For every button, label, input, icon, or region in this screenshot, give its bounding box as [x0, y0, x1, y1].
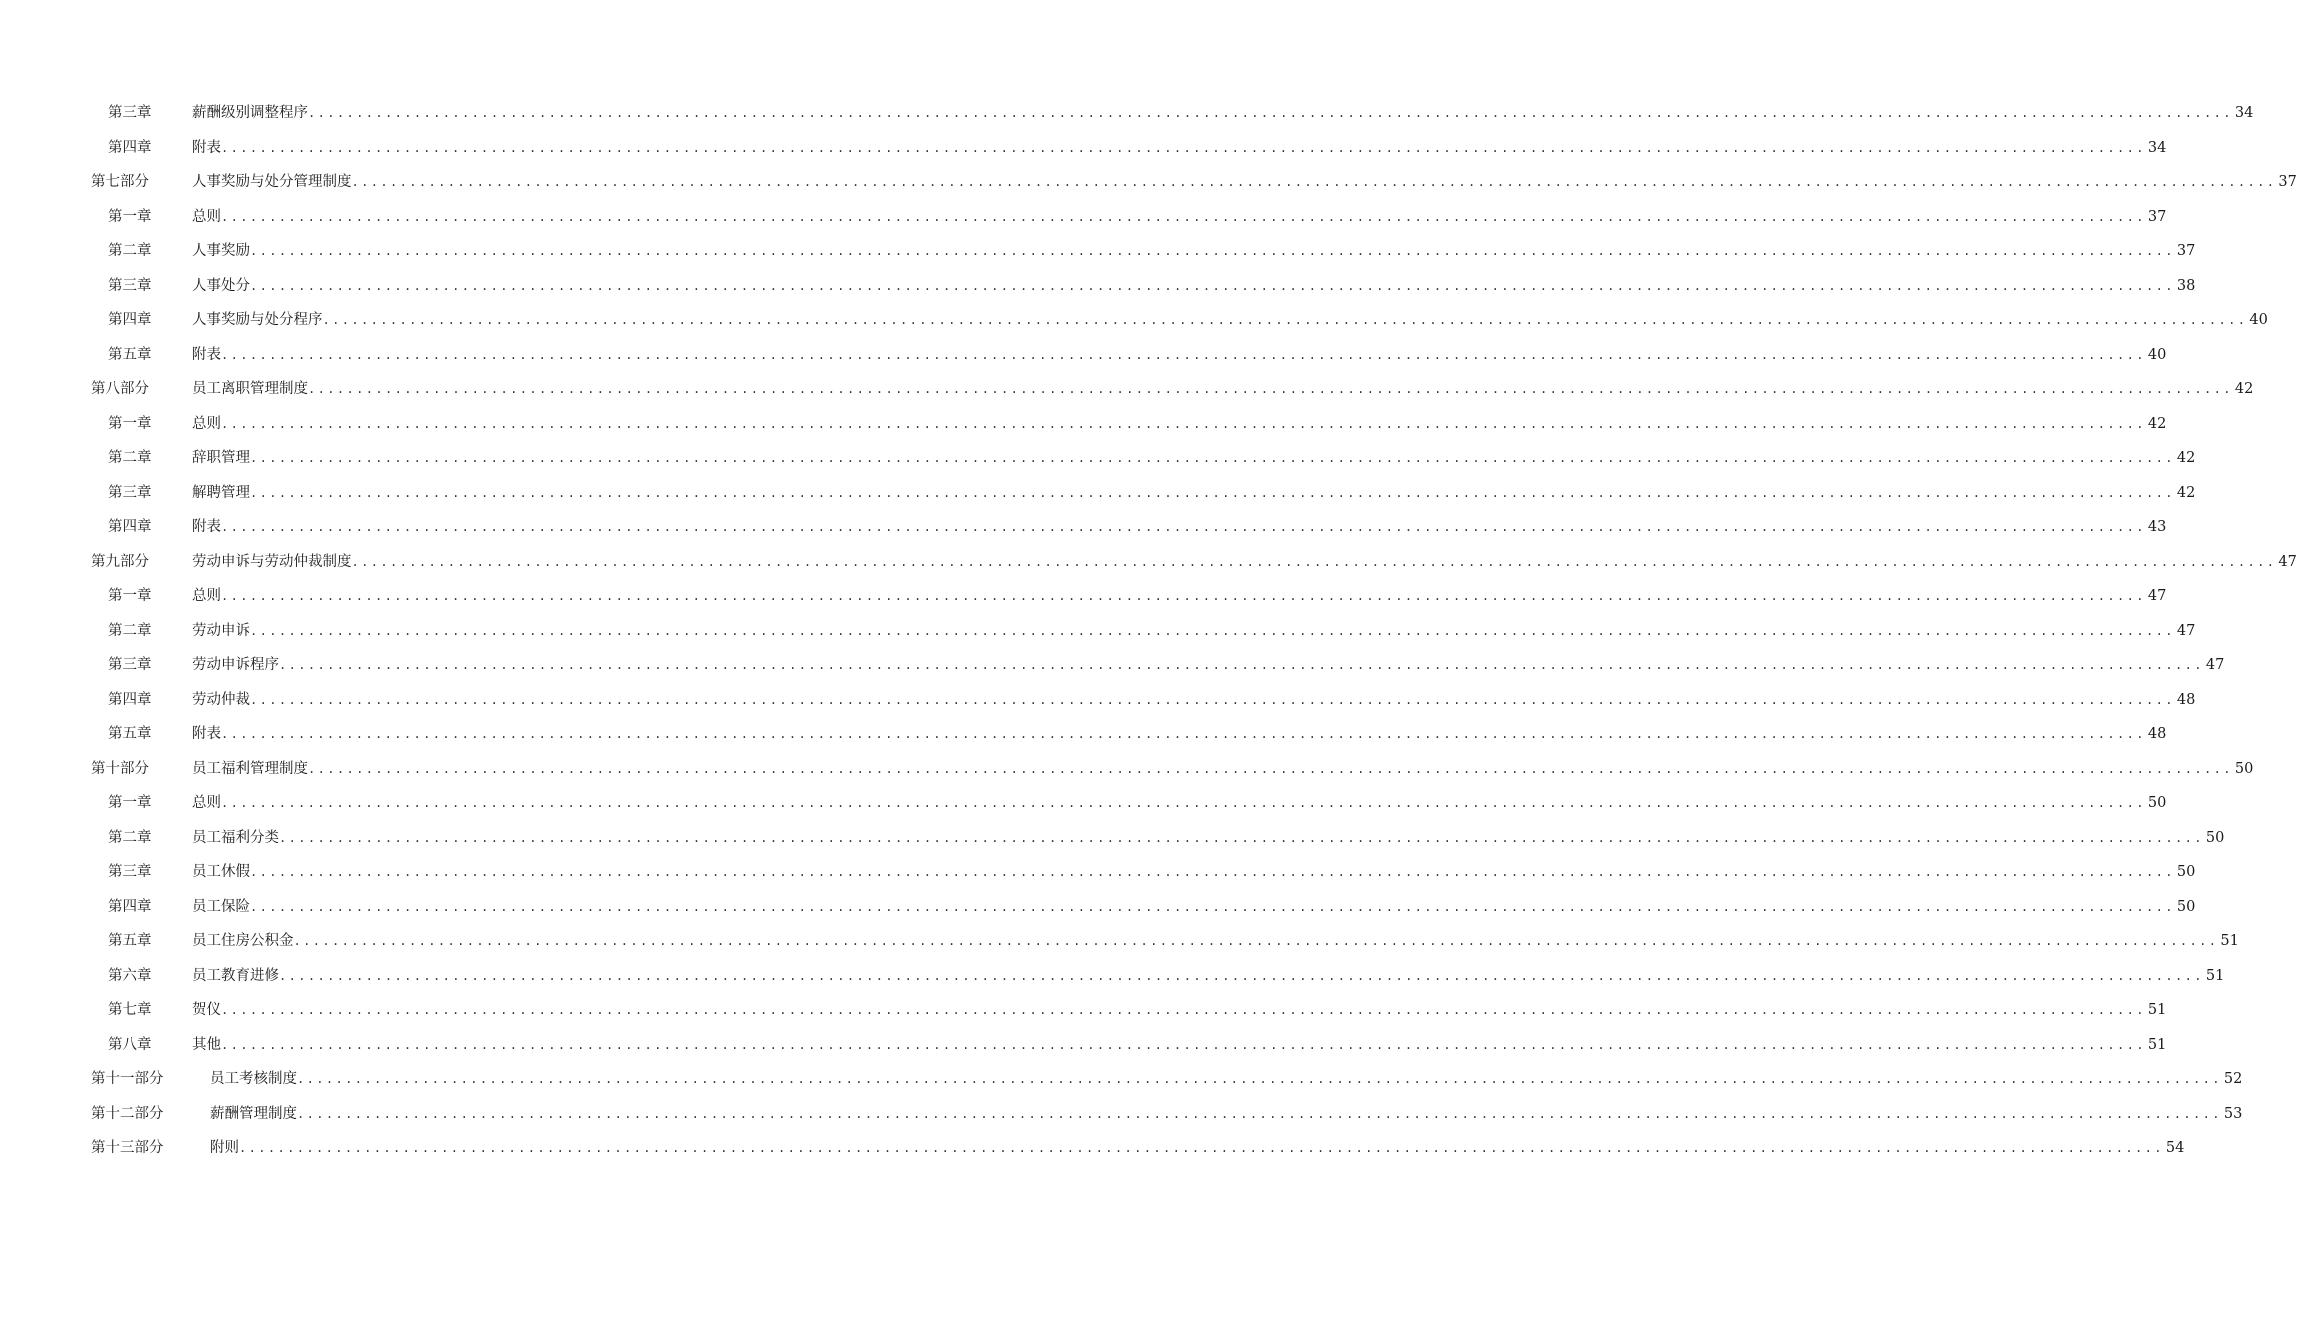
toc-entry-page-number: 51 [2147, 1002, 2167, 1018]
toc-entry-page-number: 47 [2278, 553, 2297, 570]
toc-entry-line [192, 518, 2167, 536]
toc-entry-label: 第三章 [108, 105, 152, 121]
toc-entry-page-number: 37 [2147, 208, 2167, 225]
toc-entry-label: 第一章 [108, 588, 152, 604]
toc-entry-title: 员工福利管理制度 [192, 760, 308, 777]
toc-entry-page-number: 51 [2220, 933, 2239, 949]
dot-leader: ........................................................................................................................................................................................................ [250, 485, 2175, 500]
dot-leader: ........................................................................................................................................................................................................ [221, 1037, 2146, 1052]
dot-leader: ........................................................................................................................................................................................................ [322, 313, 2248, 327]
toc-entry-label: 第十一部分 [91, 1071, 164, 1087]
toc-entry-title: 总则 [192, 588, 221, 604]
toc-entry-line [192, 622, 2196, 640]
toc-entry[interactable] [0, 821, 2225, 856]
toc-entry-label: 第四章 [108, 519, 152, 535]
toc-entry-line [192, 760, 2254, 778]
toc-entry-label: 第四章 [108, 898, 152, 915]
toc-entry-title: 员工考核制度 [210, 1071, 297, 1087]
toc-entry[interactable] [0, 648, 2225, 683]
toc-entry-line [192, 1001, 2167, 1019]
toc-entry-page-number: 37 [2176, 243, 2196, 259]
toc-entry-label: 第一章 [108, 415, 152, 432]
toc-entry-page-number: 47 [2176, 622, 2196, 639]
toc-entry-page-number: 34 [2147, 139, 2167, 156]
toc-entry-line [192, 173, 2297, 191]
toc-entry[interactable] [0, 338, 2167, 373]
toc-entry-title: 解聘管理 [192, 484, 250, 501]
toc-entry-line [192, 484, 2196, 502]
dot-leader: ........................................................................................................................................................................................................ [221, 416, 2146, 431]
dot-leader: ........................................................................................................................................................................................................ [250, 244, 2175, 258]
toc-entry-line [192, 311, 2268, 329]
toc-entry-line [192, 415, 2167, 433]
toc-entry-line [192, 104, 2254, 122]
toc-entry[interactable] [0, 579, 2167, 614]
toc-entry-title: 员工住房公积金 [192, 933, 294, 949]
toc-entry-page-number: 42 [2234, 381, 2254, 397]
toc-entry-title: 员工休假 [192, 864, 250, 880]
toc-entry-label: 第二章 [108, 243, 152, 259]
dot-leader: ........................................................................................................................................................................................................ [308, 761, 2233, 776]
toc-entry-title: 员工保险 [192, 898, 250, 915]
toc-entry-title: 附表 [192, 346, 221, 363]
toc-entry-title: 贺仪 [192, 1002, 221, 1018]
toc-entry-page-number: 38 [2176, 277, 2196, 294]
toc-entry[interactable] [0, 614, 2196, 649]
toc-entry-line [192, 449, 2196, 467]
toc-entry-page-number: 51 [2147, 1036, 2167, 1053]
toc-entry[interactable] [0, 1097, 2243, 1132]
toc-entry-title: 人事奖励与处分程序 [192, 312, 323, 328]
toc-entry-line [192, 277, 2196, 295]
toc-entry-label: 第四章 [108, 691, 152, 708]
dot-leader: ........................................................................................................................................................................................................ [351, 554, 2277, 569]
toc-entry-page-number: 42 [2176, 484, 2196, 501]
toc-entry-page-number: 37 [2278, 174, 2297, 190]
toc-entry[interactable] [0, 165, 2297, 200]
toc-entry-page-number: 51 [2205, 967, 2225, 984]
toc-entry-line [192, 346, 2167, 364]
toc-entry-line [192, 691, 2196, 709]
toc-entry[interactable] [0, 752, 2254, 787]
dot-leader: ........................................................................................................................................................................................................ [308, 106, 2233, 120]
toc-entry-page-number: 42 [2176, 450, 2196, 466]
toc-entry[interactable] [0, 924, 2239, 959]
toc-entry-line [192, 932, 2239, 950]
toc-entry[interactable] [0, 372, 2254, 407]
toc-entry-page-number: 50 [2147, 795, 2167, 811]
toc-entry[interactable] [0, 407, 2167, 442]
dot-leader: ........................................................................................................................................................................................................ [250, 451, 2175, 465]
toc-entry[interactable] [0, 993, 2167, 1028]
toc-entry-title: 附表 [192, 139, 221, 156]
toc-entry-label: 第一章 [108, 795, 152, 811]
toc-entry-page-number: 40 [2147, 346, 2167, 363]
toc-entry-line [192, 898, 2196, 916]
toc-entry-line [192, 380, 2254, 398]
toc-entry[interactable] [0, 959, 2225, 994]
toc-entry-line [192, 863, 2196, 881]
toc-entry-label: 第五章 [108, 346, 152, 363]
toc-entry-title: 附表 [192, 726, 221, 742]
dot-leader: ........................................................................................................................................................................................................ [297, 1072, 2222, 1086]
toc-entry[interactable] [0, 717, 2167, 752]
toc-entry-label: 第三章 [108, 277, 152, 294]
toc-entry-label: 第三章 [108, 864, 152, 880]
toc-entry-label: 第九部分 [91, 553, 149, 570]
toc-entry-title: 其他 [192, 1036, 221, 1053]
toc-entry-page-number: 47 [2147, 588, 2167, 604]
dot-leader: ........................................................................................................................................................................................................ [308, 382, 2233, 396]
toc-entry-title: 人事奖励与处分管理制度 [192, 174, 352, 190]
toc-entry-label: 第十部分 [91, 760, 149, 777]
toc-entry-line [192, 139, 2167, 157]
toc-entry-page-number: 40 [2249, 312, 2268, 328]
toc-entry-line [192, 656, 2225, 674]
toc-entry[interactable] [0, 1062, 2243, 1097]
dot-leader: ........................................................................................................................................................................................................ [221, 347, 2146, 362]
toc-entry-page-number: 50 [2205, 829, 2225, 846]
toc-entry-label: 第六章 [108, 967, 152, 984]
toc-entry-label: 第五章 [108, 933, 152, 949]
toc-entry-title: 员工福利分类 [192, 829, 279, 846]
toc-entry-line [192, 208, 2167, 226]
toc-entry-title: 辞职管理 [192, 450, 250, 466]
dot-leader: ........................................................................................................................................................................................................ [279, 968, 2204, 983]
toc-entry-label: 第十三部分 [91, 1140, 164, 1156]
dot-leader: ........................................................................................................................................................................................................ [297, 1106, 2222, 1121]
toc-entry-title: 人事奖励 [192, 243, 250, 259]
dot-leader: ........................................................................................................................................................................................................ [221, 140, 2146, 155]
toc-entry-line [210, 1070, 2243, 1088]
toc-entry[interactable] [0, 234, 2196, 269]
dot-leader: ........................................................................................................................................................................................................ [250, 278, 2175, 293]
toc-entry[interactable] [0, 96, 2254, 131]
dot-leader: ........................................................................................................................................................................................................ [221, 589, 2146, 603]
toc-entry-label: 第三章 [108, 484, 152, 501]
toc-entry-line [192, 967, 2225, 985]
toc-entry-title: 总则 [192, 795, 221, 811]
toc-entry-line [192, 587, 2167, 605]
toc-entry-line [192, 1036, 2167, 1054]
dot-leader: ........................................................................................................................................................................................................ [279, 658, 2204, 672]
toc-entry-label: 第三章 [108, 657, 152, 673]
toc-entry[interactable] [0, 855, 2196, 890]
toc-entry-line [192, 242, 2196, 260]
toc-entry-label: 第五章 [108, 726, 152, 742]
dot-leader: ........................................................................................................................................................................................................ [250, 865, 2175, 879]
dot-leader: ........................................................................................................................................................................................................ [221, 1003, 2146, 1017]
toc-entry-title: 劳动申诉 [192, 622, 250, 639]
toc-entry-page-number: 50 [2176, 864, 2196, 880]
dot-leader: ........................................................................................................................................................................................................ [221, 209, 2146, 224]
toc-entry-label: 第七部分 [91, 174, 149, 190]
toc-entry[interactable] [0, 786, 2167, 821]
toc-entry-title: 员工离职管理制度 [192, 381, 308, 397]
toc-entry-title: 薪酬级别调整程序 [192, 105, 308, 121]
toc-entry[interactable] [0, 890, 2196, 925]
dot-leader: ........................................................................................................................................................................................................ [221, 796, 2146, 810]
toc-entry-title: 人事处分 [192, 277, 250, 294]
toc-entry-page-number: 48 [2147, 726, 2167, 742]
toc-entry[interactable] [0, 269, 2196, 304]
toc-entry-line [192, 553, 2297, 571]
toc-entry-label: 第一章 [108, 208, 152, 225]
toc-entry[interactable] [0, 200, 2167, 235]
toc-entry-page-number: 34 [2234, 105, 2254, 121]
toc-entry[interactable] [0, 476, 2196, 511]
toc-entry-title: 劳动仲裁 [192, 691, 250, 708]
dot-leader: ........................................................................................................................................................................................................ [239, 1141, 2164, 1155]
toc-entry-title: 薪酬管理制度 [210, 1105, 297, 1122]
table-of-contents [0, 96, 2297, 1166]
toc-entry-label: 第八部分 [91, 381, 149, 397]
dot-leader: ........................................................................................................................................................................................................ [279, 830, 2204, 845]
toc-entry-page-number: 54 [2165, 1140, 2185, 1156]
dot-leader: ........................................................................................................................................................................................................ [293, 934, 2219, 948]
toc-entry-title: 附则 [210, 1140, 239, 1156]
dot-leader: ........................................................................................................................................................................................................ [221, 727, 2146, 741]
dot-leader: ........................................................................................................................................................................................................ [221, 520, 2146, 534]
toc-entry-line [192, 794, 2167, 812]
toc-entry-title: 总则 [192, 415, 221, 432]
toc-entry-line [192, 829, 2225, 847]
toc-entry[interactable] [0, 683, 2196, 718]
toc-entry[interactable] [0, 441, 2196, 476]
toc-entry-title: 劳动申诉与劳动仲裁制度 [192, 553, 352, 570]
toc-entry-page-number: 50 [2176, 898, 2196, 915]
toc-entry[interactable] [0, 1028, 2167, 1063]
toc-entry[interactable] [0, 510, 2167, 545]
dot-leader: ........................................................................................................................................................................................................ [250, 692, 2175, 707]
toc-entry[interactable] [0, 303, 2268, 338]
toc-entry-label: 第七章 [108, 1002, 152, 1018]
toc-entry-title: 附表 [192, 519, 221, 535]
toc-entry-label: 第十二部分 [91, 1105, 164, 1122]
toc-entry[interactable] [0, 131, 2167, 166]
dot-leader: ........................................................................................................................................................................................................ [351, 175, 2277, 189]
toc-entry-label: 第二章 [108, 450, 152, 466]
dot-leader: ........................................................................................................................................................................................................ [250, 623, 2175, 638]
toc-entry[interactable] [0, 545, 2297, 580]
toc-entry-page-number: 42 [2147, 415, 2167, 432]
toc-entry[interactable] [0, 1131, 2185, 1166]
toc-entry-title: 劳动申诉程序 [192, 657, 279, 673]
toc-entry-page-number: 52 [2223, 1071, 2243, 1087]
toc-entry-page-number: 47 [2205, 657, 2225, 673]
toc-entry-line [210, 1139, 2185, 1157]
toc-entry-page-number: 48 [2176, 691, 2196, 708]
toc-entry-label: 第八章 [108, 1036, 152, 1053]
toc-entry-label: 第四章 [108, 312, 152, 328]
toc-entry-page-number: 53 [2223, 1105, 2243, 1122]
toc-entry-label: 第二章 [108, 622, 152, 639]
dot-leader: ........................................................................................................................................................................................................ [250, 899, 2175, 914]
toc-entry-title: 总则 [192, 208, 221, 225]
toc-entry-title: 员工教育进修 [192, 967, 279, 984]
toc-entry-page-number: 50 [2234, 760, 2254, 777]
toc-entry-label: 第四章 [108, 139, 152, 156]
toc-entry-line [192, 725, 2167, 743]
toc-entry-page-number: 43 [2147, 519, 2167, 535]
toc-entry-line [210, 1105, 2243, 1123]
toc-entry-label: 第二章 [108, 829, 152, 846]
